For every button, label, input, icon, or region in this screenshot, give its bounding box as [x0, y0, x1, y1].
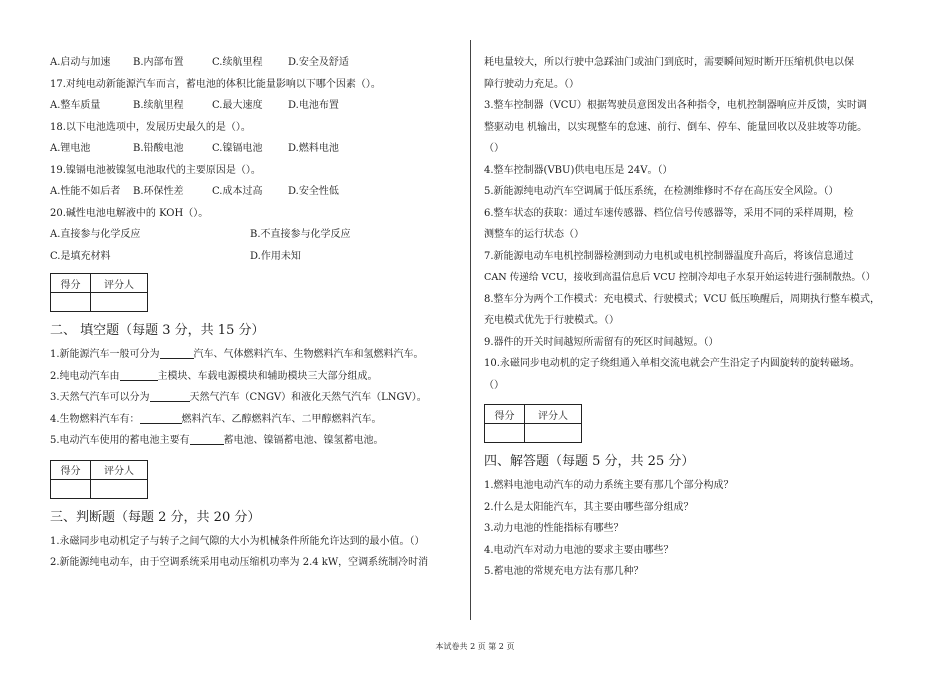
- fill-question: 1.新能源汽车一般可分为 汽车、气体燃料汽车、生物燃料汽车和氢燃料汽车。: [50, 344, 460, 366]
- fill-question: 4.生物燃料汽车有： 燃料汽车、乙醇燃料汽车、二甲醇燃料汽车。: [50, 409, 460, 431]
- option: C.最大速度: [212, 100, 263, 111]
- column-divider: [470, 40, 471, 620]
- q19-options: [50, 181, 460, 203]
- q20-options-row1: [50, 224, 460, 246]
- option: B.铅酸电池: [133, 143, 184, 154]
- answer-question: 5.蓄电池的常规充电方法有那几种？: [484, 566, 644, 577]
- option: B.内部布置: [133, 57, 184, 68]
- answer-question: 3.动力电池的性能指标有哪些？: [484, 523, 624, 534]
- text-line: 5.新能源纯电动汽车空调属于低压系统，在检测维修时不存在高压安全风险。（）: [484, 186, 839, 197]
- text-line: 10.永磁同步电动机的定子绕组通入单相交流电就会产生沿定子内圆旋转的旋转磁场。: [484, 358, 860, 369]
- answer-question: 1.燃料电池电动汽车的动力系统主要有那几个部分构成？: [484, 480, 734, 491]
- text-line: 3.整车控制器（VCU）根据驾驶员意图发出各种指令，电机控制器响应并反馈，实时调: [484, 100, 867, 111]
- option: A.锂电池: [50, 143, 91, 154]
- option: D.安全性低: [288, 186, 339, 197]
- option: D.安全及舒适: [288, 57, 349, 68]
- page-footer: 本试卷共 2 页 第 2 页: [435, 642, 515, 651]
- text-line: 8.整车分为两个工作模式：充电模式、行驶模式；VCU 低压唤醒后，周期执行整车模式，: [484, 293, 881, 305]
- score-table: [484, 404, 582, 443]
- option: C.镍镉电池: [212, 143, 263, 154]
- score-label: 得分: [51, 274, 91, 293]
- question-20: 20.碱性电池电解液中的 KOH（）。: [50, 207, 209, 219]
- text-line: 充电模式优先于行驶模式。（）: [484, 315, 619, 326]
- score-cell[interactable]: [485, 424, 525, 443]
- section-title: 三、判断题（每题 2 分，共 20 分）: [50, 509, 261, 525]
- text-line: 4.整车控制器(VBU)供电电压是 24V。（）: [484, 164, 673, 176]
- option: A.直接参与化学反应: [50, 229, 141, 240]
- option: C.是填充材料: [50, 250, 111, 262]
- option: D.燃料电池: [288, 143, 339, 154]
- text-line: 9.器件的开关时间越短所需留有的死区时间越短。（）: [484, 336, 719, 348]
- answer-question: 4.电动汽车对动力电池的要求主要由哪些？: [484, 544, 674, 556]
- option: B.环保性差: [133, 186, 184, 197]
- q18-options: [50, 138, 460, 160]
- q16-options: [50, 52, 460, 74]
- option: C.续航里程: [212, 57, 263, 68]
- option: A.整车质量: [50, 100, 101, 111]
- answer-blank[interactable]: [150, 389, 190, 402]
- fill-question: 3.天然气汽车可以分为 天然气汽车（CNGV）和液化天然气汽车（LNGV）。: [50, 387, 460, 409]
- fill-question: 5.电动汽车使用的蓄电池主要有 蓄电池、镍镉蓄电池、镍氢蓄电池。: [50, 430, 460, 452]
- question-19: 19.镍镉电池被镍氢电池取代的主要原因是（）。: [50, 164, 261, 176]
- text-line: 7.新能源电动车电机控制器检测到动力电机或电机控制器温度升高后，将该信息通过: [484, 250, 854, 262]
- fill-question: 2.纯电动汽车由 主模块、车载电源模块和辅助模块三大部分组成。: [50, 366, 460, 388]
- text-line: （）: [484, 143, 504, 154]
- judge-question: 2.新能源纯电动车，由于空调系统采用电动压缩机功率为 2.4 kW，空调系统制冷时消: [50, 557, 429, 568]
- option: D.电池布置: [288, 100, 339, 111]
- judge-question: 1.永磁同步电动机定子与转子之间气隙的大小为机械条件所能允许达到的最小值。（）: [50, 535, 425, 547]
- score-label: 得分: [51, 460, 91, 479]
- option: A.启动与加速: [50, 57, 111, 68]
- option: D.作用未知: [250, 250, 301, 262]
- score-table: [50, 460, 148, 499]
- option: B.不直接参与化学反应: [250, 229, 351, 240]
- grader-cell[interactable]: [525, 424, 582, 443]
- score-table: [50, 273, 148, 312]
- section-title: 四、解答题（每题 5 分，共 25 分）: [484, 454, 695, 469]
- text-line: 耗电量较大，所以行驶中急踩油门或油门到底时，需要瞬间短时断开压缩机供电以保: [484, 57, 854, 68]
- section-title: 二、 填空题（每题 3 分，共 15 分）: [50, 323, 265, 338]
- grader-label: 评分人: [525, 405, 582, 424]
- answer-blank[interactable]: [120, 368, 158, 381]
- option: C.成本过高: [212, 186, 263, 197]
- text-line: 整驱动电 机输出，以实现整车的怠速、前行、倒车、停车、能量回收以及驻坡等功能。: [484, 121, 868, 133]
- grader-cell[interactable]: [91, 293, 148, 312]
- score-label: 得分: [485, 405, 525, 424]
- answer-blank[interactable]: [140, 411, 182, 424]
- question-18: 18.以下电池选项中，发展历史最久的是（）。: [50, 121, 251, 133]
- grader-label: 评分人: [91, 274, 148, 293]
- question-17: 17.对纯电动新能源汽车而言，蓄电池的体积比能量影响以下哪个因素（）。: [50, 78, 381, 90]
- answer-question: 2.什么是太阳能汽车，其主要由哪些部分组成？: [484, 501, 694, 513]
- grader-label: 评分人: [91, 460, 148, 479]
- right-column: [484, 52, 904, 583]
- answer-blank[interactable]: [160, 346, 194, 359]
- left-column: [50, 52, 460, 574]
- score-cell[interactable]: [51, 479, 91, 498]
- q20-options-row2: [50, 246, 460, 268]
- option: B.续航里程: [133, 100, 184, 111]
- text-line: CAN 传递给 VCU，接收到高温信息后 VCU 控制冷却电子水泵开始运转进行强制散热。（）: [484, 272, 876, 283]
- text-line: 测整车的运行状态（）: [484, 229, 584, 240]
- text-line: 6.整车状态的获取：通过车速传感器、档位信号传感器等，采用不同的采样周期，检: [484, 207, 854, 219]
- text-line: （）: [484, 379, 504, 391]
- answer-blank[interactable]: [190, 432, 224, 445]
- q17-options: [50, 95, 460, 117]
- score-cell[interactable]: [51, 293, 91, 312]
- option: A.性能不如后者: [50, 186, 121, 197]
- grader-cell[interactable]: [91, 479, 148, 498]
- text-line: 障行驶动力充足。（）: [484, 78, 579, 90]
